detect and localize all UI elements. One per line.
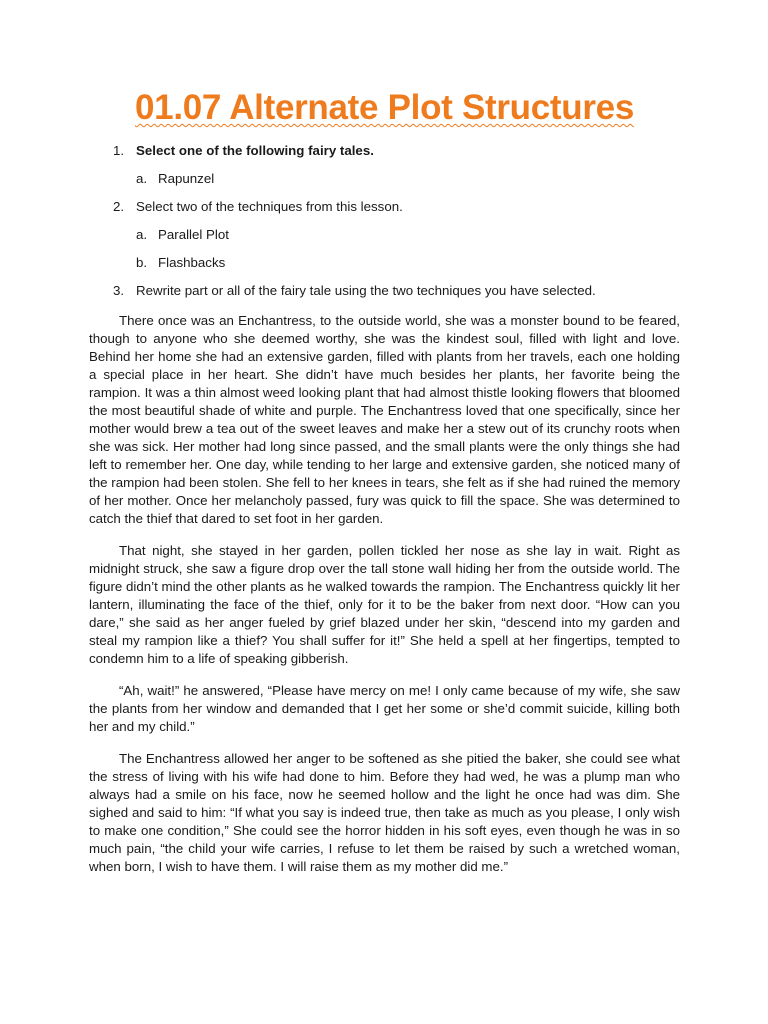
list-item <box>89 283 680 299</box>
sub-list-text: Flashbacks <box>158 255 226 270</box>
list-text: Select two of the techniques from this lesson. <box>136 199 403 214</box>
sub-list-item <box>89 171 680 187</box>
sub-list-text: Parallel Plot <box>158 227 229 242</box>
list-number: 1. <box>113 143 125 158</box>
instruction-list <box>89 143 680 299</box>
story-text <box>89 312 680 876</box>
story-paragraph: “Ah, wait!” he answered, “Please have mercy on me! I only came because of my wife, she saw the plants from her window and demanded that I get her some or she’d commit suicide, killing both her and my child.” <box>89 683 680 734</box>
sub-list-text: Rapunzel <box>158 171 215 186</box>
sub-list-item <box>89 255 680 271</box>
sub-list <box>136 171 680 187</box>
sub-list <box>136 227 680 271</box>
story-paragraph: The Enchantress allowed her anger to be softened as she pitied the baker, she could see what the stress of living with his wife had done to him. Before they had wed, he was a plump man who always had a smile on his face, now he seemed hollow and the light he once had was dim. She sighed and said to him: “If what you say is indeed true, then take as much as you please, I only wish to make one condition,” She could see the horror hidden in his soft eyes, even though he was in so much pain, “the child your wife carries, I refuse to let them be raised by such a wretched woman, when born, I wish to have them. I will raise them as my mother did me.” <box>89 751 680 874</box>
list-number: 3. <box>113 283 125 298</box>
sub-list-letter: b. <box>136 255 148 270</box>
list-text: Select one of the following fairy tales. <box>136 143 374 158</box>
story-paragraph: There once was an Enchantress, to the outside world, she was a monster bound to be feared, though to anyone who she deemed worthy, she was the kindest soul, filled with light and love. Behind her home she had an extensive garden, filled with plants from her travels, each one holding a special place in her heart. She didn’t have much besides her plants, her favorite being the rampion. It was a thin almost weed looking plant that had almost thistle looking flowers that bloomed the most beautiful shade of white and purple. The Enchantress loved that one specifically, since her mother would brew a tea out of the sweet leaves and make her a stew out of its crunchy roots when she was sick. Her mother had long since passed, and the small plants were the only things she had left to remember her. One day, while tending to her large and extensive garden, she noticed many of the rampion had been stolen. She fell to her knees in tears, she felt as if she had ruined the memory of her mother. Once her melancholy passed, fury was quick to fill the space. She was determined to catch the thief that dared to set foot in her garden. <box>89 313 680 526</box>
list-number: 2. <box>113 199 125 214</box>
sub-list-letter: a. <box>136 171 148 186</box>
page-title: 01.07 Alternate Plot Structures <box>134 88 635 127</box>
list-item <box>89 199 680 271</box>
list-text: Rewrite part or all of the fairy tale using the two techniques you have selected. <box>136 283 596 298</box>
sub-list-item <box>89 227 680 243</box>
list-item <box>89 143 680 187</box>
story-paragraph: That night, she stayed in her garden, pollen tickled her nose as she lay in wait. Right as midnight struck, she saw a figure drop over the tall stone wall hiding her from the outside world. The figure didn’t mind the other plants as he walked towards the rampion. The Enchantress quickly lit her lantern, illuminating the face of the thief, only for it to be the baker from next door. “How can you dare,” she said as her anger fueled by grief blazed under her skin, “descend into my garden and steal my rampion like a thief? You shall suffer for it!” She held a spell at her fingertips, tempted to condemn him to a life of speaking gibberish. <box>89 543 680 666</box>
sub-list-letter: a. <box>136 227 148 242</box>
